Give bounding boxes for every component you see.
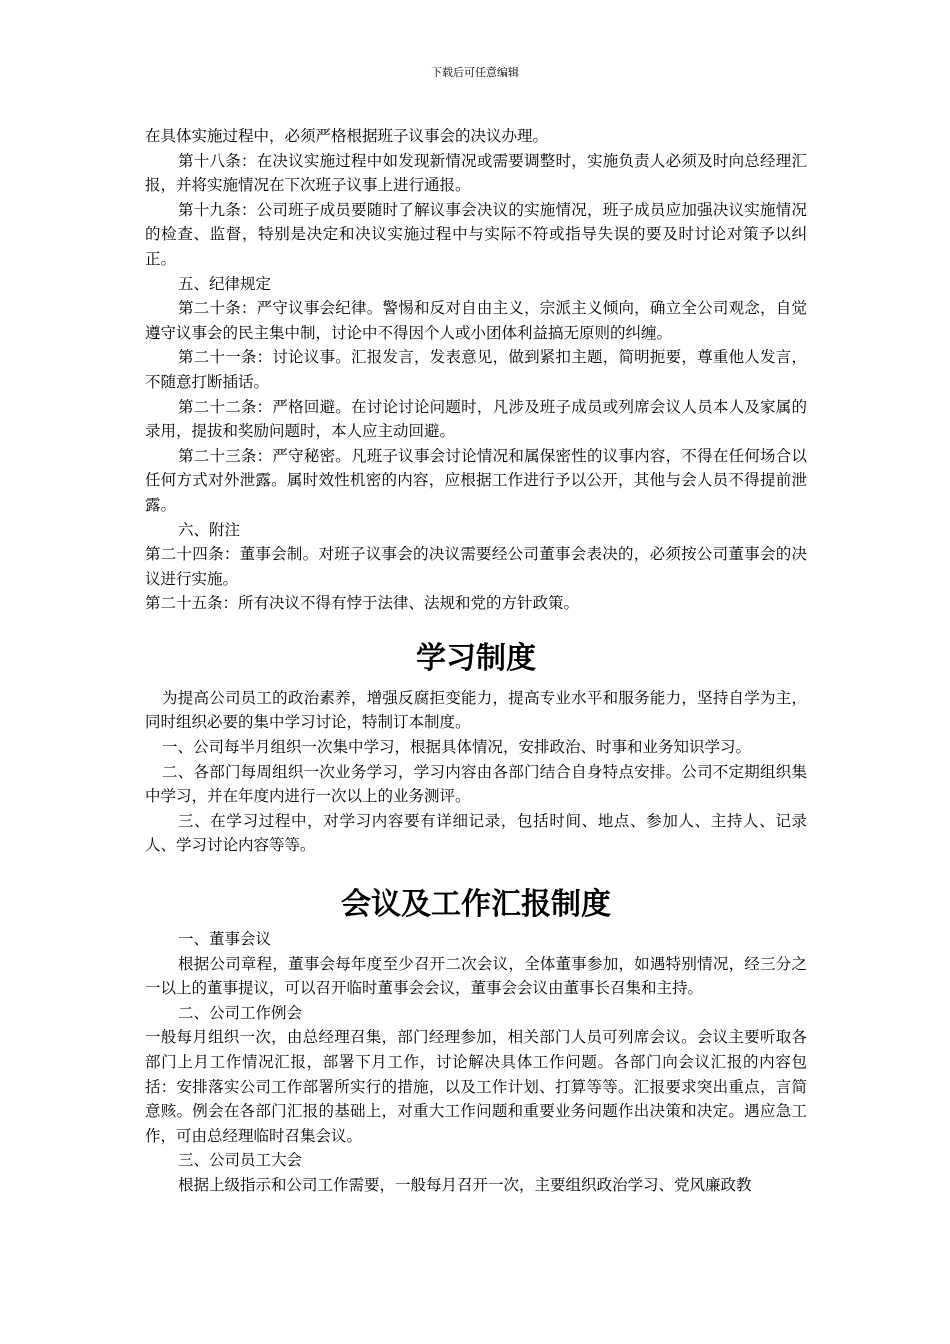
meeting-heading-board: 一、董事会议: [178, 930, 272, 949]
study-system-title: 学习制度: [416, 640, 536, 676]
paragraph: 在具体实施过程中，必须严格根据班子议事会的决议办理。: [145, 127, 549, 145]
meeting-heading-staff: 三、公司员工大会: [178, 1151, 303, 1170]
study-intro: 为提高公司员工的政治素养，增强反腐拒变能力，提高专业水平和服务能力，坚持自学为主，同时组织必要的集中学习讨论，特制订本制度。: [145, 688, 807, 732]
meeting-heading-regular: 二、公司工作例会: [178, 1003, 303, 1022]
meeting-system-title: 会议及工作汇报制度: [341, 887, 611, 923]
article-24: 第二十四条：董事会制。对班子议事会的决议需要经公司董事会表决的，必须按公司董事会的决议进行实施。: [145, 545, 807, 588]
study-item-2: 二、各部门每周组织一次业务学习，学习内容由各部门结合自身特点安排。公司不定期组织集中学习，并在年度内进行一次以上的业务测评。: [145, 762, 807, 806]
article-18: 第十八条：在决议实施过程中如发现新情况或需要调整时，实施负责人必须及时向总经理汇报，并将实施情况在下次班子议事上进行通报。: [145, 151, 807, 195]
study-item-1: 一、公司每半月组织一次集中学习，根据具体情况，安排政治、时事和业务知识学习。: [162, 738, 752, 757]
document-body: [145, 124, 807, 1198]
page-header: 下载后可任意编辑: [431, 66, 519, 79]
meeting-board-text: 根据公司章程，董事会每年度至少召开二次会议，全体董事参加，如遇特别情况，经三分之一以上的董事提议，可以召开临时董事会会议，董事会会议由董事长召集和主持。: [145, 954, 807, 998]
meeting-staff-text: 根据上级指示和公司工作需要，一般每月召开一次，主要组织政治学习、党风廉政教: [178, 1175, 752, 1194]
study-item-3: 三、在学习过程中，对学习内容要有详细记录，包括时间、地点、参加人、主持人、记录人、学习讨论内容等等。: [145, 811, 807, 855]
article-25: 第二十五条：所有决议不得有悖于法律、法规和党的方针政策。: [145, 594, 580, 613]
section-heading-notes: 六、附注: [178, 520, 241, 539]
article-21: 第二十一条：讨论议事。汇报发言，发表意见，做到紧扣主题，简明扼要，尊重他人发言，不随意打断插话。: [145, 348, 807, 391]
section-heading-discipline: 五、纪律规定: [178, 274, 272, 293]
meeting-regular-text: 一般每月组织一次，由总经理召集，部门经理参加，相关部门人员可列席会议。会议主要听取各部门上月工作情况汇报，部署下月工作，讨论解决具体工作问题。各部门向会议汇报的内容包括：安排落实公司工作部署所实行的措施，以及工作计划、打算等等。汇报要求突出重点，言简意赅。例会在各部门汇报的基础上，对重大工作问题和重要业务问题作出决策和决定。遇应急工作，可由总经理临时召集会议。: [145, 1028, 807, 1145]
article-23: 第二十三条：严守秘密。凡班子议事会讨论情况和属保密性的议事内容，不得在任何场合以任何方式对外泄露。属时效性机密的内容，应根据工作进行予以公开，其他与会人员不得提前泄露。: [145, 446, 807, 514]
article-20: 第二十条：严守议事会纪律。警惕和反对自由主义，宗派主义倾向，确立全公司观念，自觉遵守议事会的民主集中制，讨论中不得因个人或小团体利益搞无原则的纠缠。: [145, 299, 807, 342]
article-19: 第十九条：公司班子成员要随时了解议事会决议的实施情况，班子成员应加强决议实施情况的检查、监督，特别是决定和决议实施过程中与实际不符或指导失误的要及时讨论对策予以纠正。: [145, 200, 807, 268]
article-22: 第二十二条：严格回避。在讨论讨论问题时，凡涉及班子成员或列席会议人员本人及家属的录用，提拔和奖励问题时，本人应主动回避。: [145, 397, 807, 441]
